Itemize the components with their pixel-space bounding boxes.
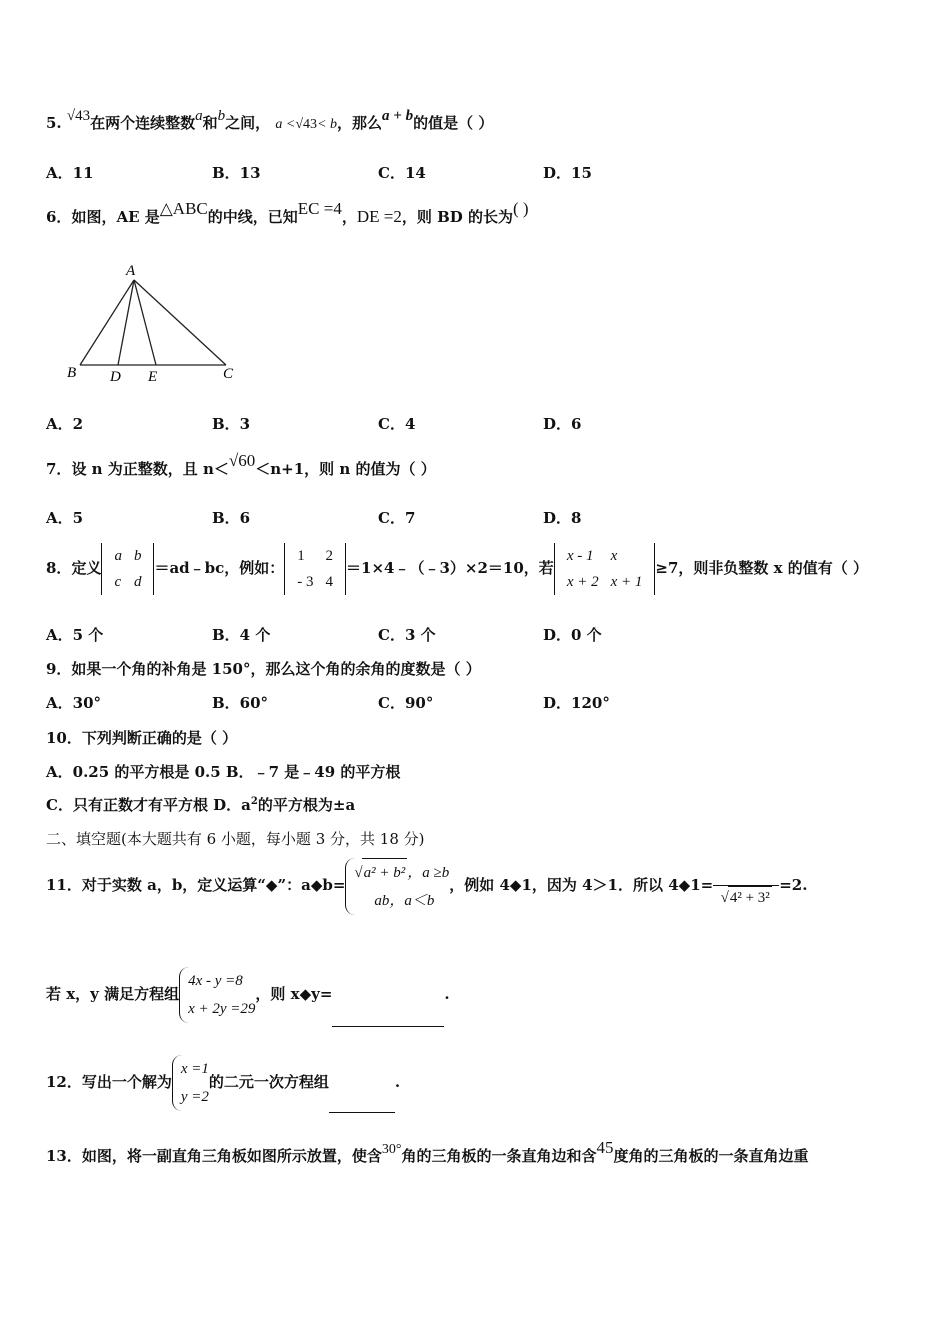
- det3-12: x: [610, 548, 618, 564]
- q5-ineq-root: √43: [295, 117, 318, 132]
- q6-option-b: B．3: [212, 415, 251, 433]
- q6-triangle: △ABC: [159, 199, 208, 218]
- label-c: C: [223, 366, 234, 382]
- q6-number: 6．: [46, 208, 72, 226]
- q10-option-d-sup: 2: [250, 796, 258, 807]
- det1-d: d: [133, 574, 142, 590]
- question-12: [46, 1052, 400, 1113]
- label-d: D: [110, 369, 121, 385]
- q9-option-b: B．60°: [212, 694, 269, 712]
- q6-text-2: 的中线，已知: [207, 208, 298, 226]
- q9-option-c: C．90°: [378, 694, 434, 712]
- q5-text-4: 的值是（ ）: [413, 114, 494, 132]
- det3-21: x + 2: [566, 574, 599, 590]
- q11-text-5: ，则 x◆y=: [255, 985, 333, 1003]
- q9-option-a: A．30°: [46, 694, 102, 712]
- question-11: [46, 855, 807, 915]
- q5-var-b: b: [217, 108, 226, 124]
- q8-text-4: ≥7，则非负整数 x 的值有（ ）: [655, 559, 868, 577]
- q11-fraction-bar: [713, 863, 779, 886]
- q7-number: 7．: [46, 460, 72, 478]
- q10-options-cd: [46, 794, 355, 815]
- q11-text-3: =2.: [779, 876, 808, 894]
- determinant-abcd: [101, 543, 154, 595]
- q6-option-c: C．4: [378, 415, 416, 433]
- q5-var-a: a: [195, 108, 203, 124]
- q5-sqrt43: √43: [66, 108, 91, 124]
- q11-case-1-radicand: a² + b²: [362, 858, 408, 887]
- det2-11: 1: [297, 548, 305, 564]
- q12-text-1: 12．写出一个解为: [46, 1073, 172, 1091]
- q13-text-3: 度角的三角板的一条直角边重: [613, 1147, 809, 1165]
- q11-text-6: .: [444, 985, 450, 1003]
- question-5: [46, 108, 494, 133]
- q5-option-d: D．15: [543, 164, 592, 182]
- label-b: B: [67, 365, 77, 381]
- q9-option-d: D．120°: [543, 694, 610, 712]
- q8-option-d: D．0 个: [543, 626, 602, 644]
- q8-text-1: 定义: [71, 559, 102, 577]
- q10-option-d-rest: 的平方根为±a: [257, 796, 356, 814]
- question-13: [46, 1138, 809, 1166]
- q10-option-c: C．只有正数才有平方根 D．: [46, 796, 242, 814]
- det2-22: 4: [325, 574, 334, 590]
- q11-fraction-den-radicand: 4² + 3²: [728, 886, 772, 909]
- q12-system: [172, 1055, 209, 1111]
- q6-text-3: ，则 BD 的长为: [401, 208, 513, 226]
- det2-21: - 3: [297, 574, 314, 590]
- det2-12: 2: [325, 548, 334, 564]
- q12-answer-blank[interactable]: [329, 1052, 395, 1113]
- triangle-figure: [60, 258, 250, 386]
- q11-piecewise: [345, 858, 449, 915]
- q7-option-c: C．7: [378, 509, 416, 527]
- q13-deg45: 45: [596, 1138, 614, 1157]
- q12-text-2: 的二元一次方程组: [208, 1073, 329, 1091]
- q12-text-3: .: [394, 1073, 401, 1091]
- q7-option-a: A．5: [46, 509, 84, 527]
- q6-text-1: 如图，AE 是: [71, 208, 160, 226]
- q13-text-2: 角的三角板的一条直角边和含: [401, 1147, 597, 1165]
- q11-system-eq1: 4x - y =8: [188, 973, 243, 989]
- determinant-x: [554, 543, 656, 595]
- question-7: [46, 451, 436, 479]
- q8-option-a: A．5 个: [46, 626, 104, 644]
- q6-ec: EC =4: [297, 199, 342, 218]
- q8-text-3: ＝1×4﹣（﹣3）×2＝10，若: [346, 559, 554, 577]
- q11-system-eq2: x + 2y =29: [188, 1001, 256, 1017]
- det3-11: x - 1: [566, 548, 594, 564]
- q11-system: [179, 967, 255, 1023]
- q11-case-1-cond: ，a ≥b: [407, 864, 450, 881]
- question-10: 10．下列判断正确的是（ ）: [46, 729, 238, 747]
- q5-option-c: C．14: [378, 164, 426, 182]
- segment-ae: [134, 280, 156, 365]
- q5-option-b: B．13: [212, 164, 261, 182]
- label-a: A: [126, 263, 136, 279]
- q11-case-1: √a² + b² ，a ≥b: [354, 865, 449, 881]
- q11-fraction-den: √4² + 3²: [713, 886, 779, 909]
- q12-system-eq2: y =2: [180, 1089, 209, 1105]
- q7-text-2: ＜n+1，则 n 的值为（ ）: [255, 460, 436, 478]
- question-9: 9．如果一个角的补角是 150°，那么这个角的余角的度数是（ ）: [46, 660, 481, 678]
- q13-text-1: 13．如图，将一副直角三角板如图所示放置，使含: [46, 1147, 382, 1165]
- question-8: [46, 540, 868, 596]
- q13-deg30: 30°: [381, 1142, 402, 1157]
- det1-a: a: [114, 548, 122, 564]
- q7-option-b: B．6: [212, 509, 251, 527]
- q6-option-d: D．6: [543, 415, 582, 433]
- q6-de: DE =2: [356, 207, 402, 226]
- q5-text-3: ，那么: [337, 114, 383, 132]
- question-6: [46, 199, 529, 227]
- q11-condition: [46, 962, 450, 1027]
- q5-text-he: 和: [202, 114, 218, 132]
- q5-number: 5.: [46, 114, 62, 132]
- side-ac: [134, 280, 226, 365]
- q12-system-eq1: x =1: [180, 1061, 209, 1077]
- q8-number: 8．: [46, 559, 72, 577]
- q8-text-2: ＝ad﹣bc，例如：: [154, 559, 285, 577]
- q5-ineq-right: < b: [317, 117, 338, 132]
- q11-text-2: ，例如 4◆1，因为 4＞1．所以 4◆1=: [449, 876, 714, 894]
- q5-text-1: 在两个连续整数: [90, 114, 196, 132]
- q11-text-1: 11．对于实数 a，b，定义运算“◆”：a◆b=: [46, 876, 346, 894]
- label-e: E: [148, 369, 158, 385]
- det3-22: x + 1: [610, 574, 643, 590]
- q10-options-ab: A．0.25 的平方根是 0.5 B．﹣7 是﹣49 的平方根: [46, 763, 401, 781]
- q5-option-a: A．11: [46, 164, 94, 182]
- q8-option-b: B．4 个: [212, 626, 271, 644]
- determinant-example: [284, 543, 346, 595]
- det1-b: b: [133, 548, 142, 564]
- q5-a-plus-b: a + b: [382, 108, 414, 124]
- q6-option-a: A．2: [46, 415, 84, 433]
- q11-text-4: 若 x，y 满足方程组: [46, 985, 180, 1003]
- q7-sqrt60: √60: [228, 451, 256, 470]
- q11-answer-blank[interactable]: [332, 962, 444, 1027]
- q8-option-c: C．3 个: [378, 626, 436, 644]
- q11-case-2: ab，a＜b: [374, 892, 435, 909]
- q6-paren: ( ): [513, 199, 529, 218]
- q6-comma: ，: [341, 208, 357, 226]
- q5-text-2: 之间，: [225, 114, 271, 132]
- q5-ineq-left: a <: [275, 117, 296, 132]
- q10-option-d-a: a: [241, 796, 251, 814]
- q7-text-1: 设 n 为正整数，且 n＜: [71, 460, 229, 478]
- q7-option-d: D．8: [543, 509, 582, 527]
- q11-fraction: [713, 863, 779, 909]
- det1-c: c: [114, 574, 122, 590]
- section-2-heading: 二、填空题(本大题共有 6 小题，每小题 3 分，共 18 分): [46, 830, 425, 848]
